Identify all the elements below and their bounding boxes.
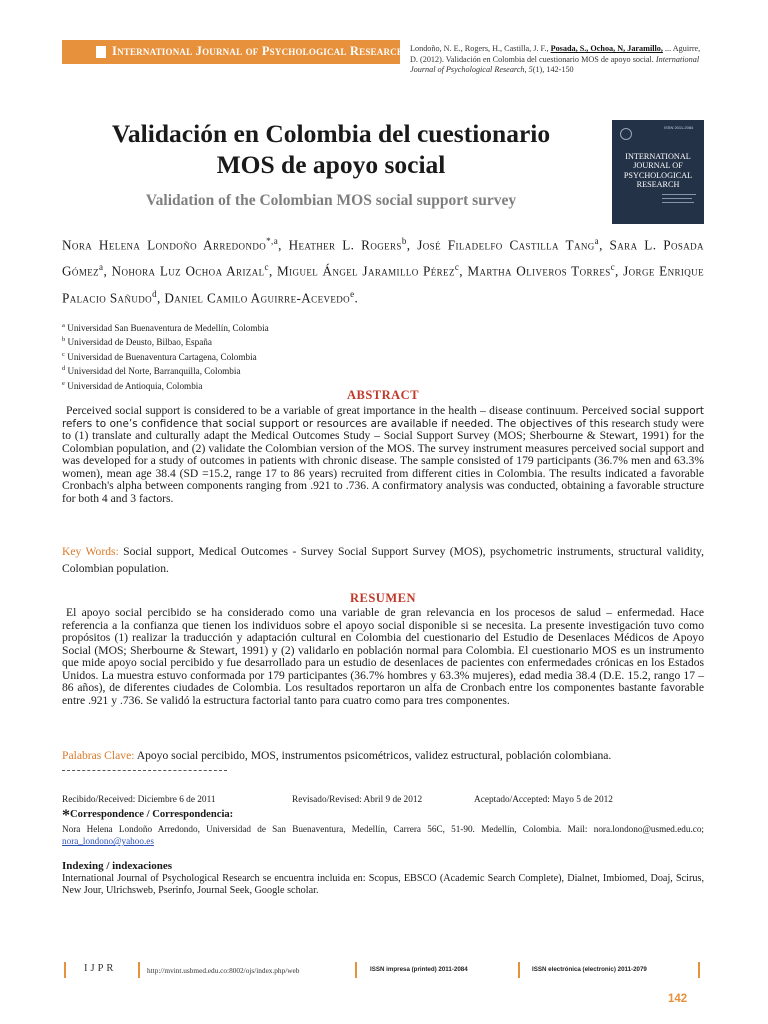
author-affiliation-mark: a [594,236,600,246]
author-name: José Filadelfo Castilla Tang [417,237,595,253]
author-affiliation-mark: c [454,262,460,273]
resumen-text: El apoyo social percibido se ha considerado como una variable de gran relevancia en los procesos de salud – enfermedad. Hace referencia a la confianza que tienen los individuos sobre el apoyo social disponible si se necesita. La presente investigación tuvo como propósitos (1) realizar la traducción y adaptación cultural en Colombia del cuestionario del Estudio de Desenlaces Médicos de Apoyo Social (MOS; Sherbourne & Stewart, 1991) y (2) validarlo en población normal para Colombia. El cuestionario MOS es un instrumento que mide apoyo social percibido y fue desarrollado para un estudio de desenlaces de pacientes con enfermedades crónicas en los Estados Unidos. La muestra estuvo conformada por 179 participantes (36.7% hombres y 63.3% mujeres), edad media 38.4 (D.E. 15.2, rango 17 – 86 años), de diferentes ciudades de Colombia. Los resultados reportaron un alfa de Cronbach entre los componentes bastante favorable entre .921 y .736. Se validó la estructura factorial tanto para cuatro como para tres componentes. [62,606,704,707]
footer-journal-abbr: IJPR [84,963,117,974]
author-affiliation-mark: d [152,288,157,299]
author-affiliation-mark: a [99,262,104,273]
accepted-date: Aceptado/Accepted: Mayo 5 de 2012 [474,795,613,805]
seal-icon [620,128,632,140]
footer-divider [355,962,357,978]
author-affiliation-mark: b [401,236,407,246]
affiliation-item: $^d$ Universidad del Norte, Barranquilla, Colombia [62,365,241,377]
abstract-text: Perceived social support is considered to be a variable of great importance in the health – disease continuum. Perceived social support refers to one’s confidence that social support or resources are available if needed. The objectives of this research study were to (1) translate and culturally adapt the Medical Outcomes Study – Social Support Survey (MOS; Sherbourne & Stewart, 1991) for the Colombian population, and (2) validate the Colombian version of the MOS. The survey instrument measures perceived social support and was developed for a study of outcomes in patients with chronic disease. The sample consisted of 179 participants (36.7% men and 63.3% women), mean age 38.4 (SD =15.2, range 17 to 86 years) recruited from different cities in Colombia. The results indicated a favorable Cronbach's alpha between components ranging from .921 to .736. A confirmatory analysis was conducted, obtaining a favorable structure for both 4 and 3 factors. [62,404,704,505]
affiliation-item: $^b$ Universidad de Deusto, Bilbao, España [62,336,212,348]
paper-title: Validación en Colombia del cuestionario MOS de apoyo social [111,119,551,179]
author-name: Martha Oliveros Torres [467,263,611,279]
author-name: Nora Helena Londoño Arredondo [62,237,267,253]
resumen-heading: RESUMEN [349,591,416,605]
author-affiliation-mark: e [350,288,355,299]
keywords-label: Key Words: [62,545,119,558]
citation-highlight: Posada, S., Ochoa, N, Jaramillo, [550,44,663,53]
paper-subtitle: Validation of the Colombian MOS social support survey [145,192,517,209]
footer-divider [518,962,520,978]
cover-issn: ISSN 2011-2084 [664,125,694,130]
footer-divider [138,962,140,978]
affiliation-item: $^e$ Universidad de Antioquia, Colombia [62,379,203,391]
palabras-clave-label: Palabras Clave: [62,749,135,762]
footer-divider [64,962,66,978]
correspondence-text: Nora Helena Londoño Arredondo, Universidad de San Buenaventura, Medellín, Carrera 56C, 51-90. Medellín, Colombia. Mail: nora.londono@usmed.edu.co; nora_londono@yahoo.es [62,824,704,847]
author-affiliation-mark: *,a [266,236,279,246]
footnote-divider [62,770,227,771]
author-name: Heather L. Rogers [288,237,402,253]
email-link[interactable]: nora_londono@yahoo.es [62,836,154,847]
footer-divider [698,962,700,978]
journal-cover-image [612,120,704,224]
correspondence-heading: *Correspondence / Correspondencia: [62,807,234,824]
footer-issn-electronic: ISSN electrónica (electronic) 2011-2079 [532,966,647,973]
keywords: Key Words: Social support, Medical Outcomes - Survey Social Support Survey (MOS), psychometric instruments, structural validity, Colombian population. [62,545,704,575]
author-affiliation-mark: c [264,262,269,273]
cover-title: INTERNATIONAL JOURNAL OF PSYCHOLOGICAL RESEARCH [623,152,693,190]
affiliations [62,320,462,392]
citation: Londoño, N. E., Rogers, H., Castilla, J. F., Posada, S., Ochoa, N, Jaramillo, ... Aguirre, D. (2012). Validación en Colombia del cuestionario MOS de apoyo social. International Journal of Psychological Research, 5(1), 142-150 [410,44,701,74]
author-name: Jorge Enrique Palacio Sañudo [62,263,704,306]
author-name: Miguel Ángel Jaramillo Pérez [277,263,455,279]
abstract-heading: ABSTRACT [346,388,420,402]
indexing-text: International Journal of Psychological Research se encuentra incluida en: Scopus, EBSCO (Academic Search Complete), Dialnet, Imbiomed, Doaj, Scirus, New Jour, Ulrichsweb, Pserinfo, Journal Seek, Google scholar. [62,873,704,897]
author-name: Daniel Camilo Aguirre-Acevedo [164,290,351,306]
author-name: Nohora Luz Ochoa Arizal [111,263,265,279]
footer-url[interactable]: http://mvint.usbmed.edu.co:8002/ojs/index.php/web [147,966,300,975]
journal-name: International Journal of Psychological Research [112,44,405,58]
received-date: Recibido/Received: Diciembre 6 de 2011 [62,795,216,805]
author-list: Nora Helena Londoño Arredondo$^{*,a}$, Heather L. Rogers$^b$, José Filadelfo Castilla Tang$^a$, Sara L. Posada Gómez$^a$, Nohora Luz Ochoa Arizal$^c$, Miguel Ángel Jaramillo Pérez$^c$, Martha Oliveros Torres$^c$, Jorge Enrique Palacio Sañudo$^d$, Daniel Camilo Aguirre-Acevedo$^e$. [62,236,704,306]
palabras-clave: Palabras Clave: Apoyo social percibido, MOS, instrumentos psicométricos, validez estructural, población colombiana. [62,749,612,762]
author-affiliation-mark: c [610,262,616,273]
indexing-heading: Indexing / indexaciones [62,860,173,872]
page-number: 142 [668,993,688,1005]
footer-issn-print: ISSN impresa (printed) 2011-2084 [370,966,468,973]
affiliation-item: $^a$ Universidad San Buenaventura de Medellín, Colombia [62,322,269,334]
header-marker [96,46,106,58]
author-name: Sara L. Posada Gómez [62,237,704,279]
revised-date: Revisado/Revised: Abril 9 de 2012 [292,795,423,805]
affiliation-item: $^c$ Universidad de Buenaventura Cartagena, Colombia [62,350,257,362]
